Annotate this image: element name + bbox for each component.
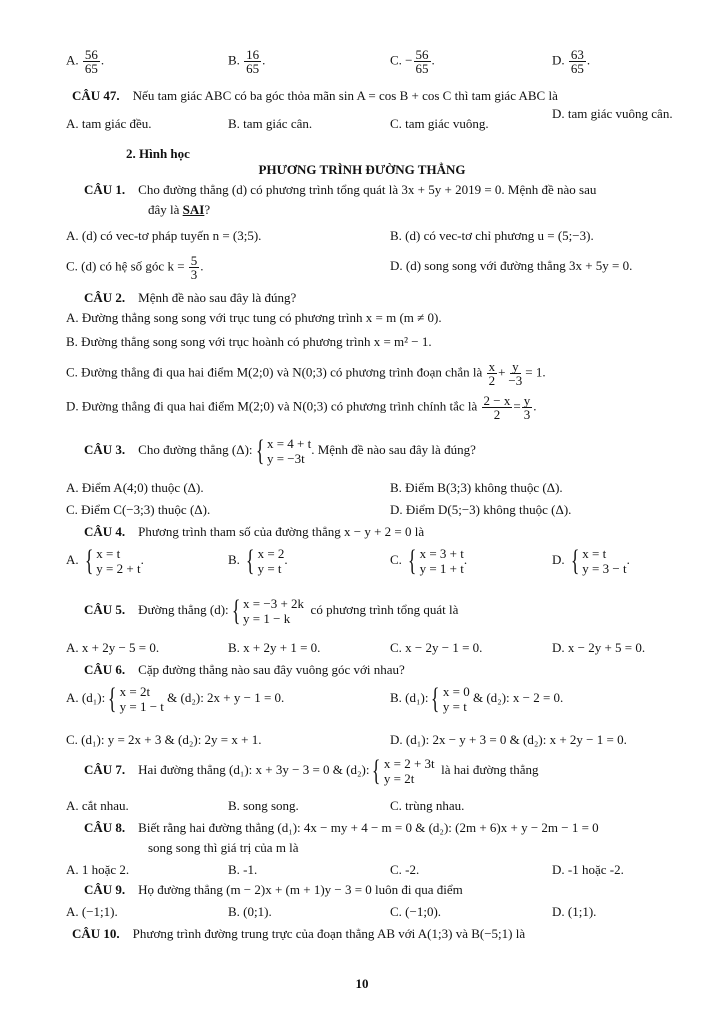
q1-option-d: D. (d) song song với đường thẳng 3x + 5y = 0.: [390, 258, 633, 273]
q7-option-c: C. trùng nhau.: [390, 798, 465, 813]
prev-option-c: C. − $\frac{56}{65}$ .: [390, 47, 435, 76]
question-9: CÂU 9. Họ đường thẳng (m − 2)x + (m + 1)y − 3 = 0 luôn đi qua điểm: [84, 882, 463, 897]
q3-option-c: C. Điểm C(−3;3) thuộc (Δ).: [66, 502, 211, 517]
prev-option-b: B. $\frac{16}{65}$ .: [228, 47, 266, 76]
q47-option-b: B. tam giác cân.: [228, 116, 313, 131]
q8-option-b: B. -1.: [228, 862, 258, 877]
question-1: CÂU 1. Cho đường thẳng (d) có phương trình tổng quát là 3x + 5y + 2019 = 0. Mệnh đề nào sau: [84, 182, 597, 197]
q47-option-d: D. tam giác vuông cân.: [552, 106, 673, 121]
q3-option-d: D. Điểm D(5;−3) không thuộc (Δ).: [390, 502, 572, 517]
section-title: PHƯƠNG TRÌNH ĐƯỜNG THẲNG: [258, 162, 466, 177]
q1-option-c: C. (d) có hệ số góc k = $\frac{5}{3}$ .: [66, 253, 204, 282]
q6-option-c: C. (d₁): y = 2x + 3 & (d₂): 2y = x + 1.: [66, 732, 262, 747]
q6-option-a: A. (d₁): { x = 2t y = 1 − t & (d₂): 2x + y − 1 = 0.: [66, 682, 285, 715]
question-4: CÂU 4. Phương trình tham số của đường thẳng x − y + 2 = 0 là: [84, 524, 425, 539]
question-47: CÂU 47. Nếu tam giác ABC có ba góc thỏa mãn sin A = cos B + cos C thì tam giác ABC là: [72, 88, 558, 103]
q9-option-a: A. (−1;1).: [66, 904, 118, 919]
q2-option-b: B. Đường thẳng song song với trục hoành có phương trình x = m² − 1.: [66, 334, 432, 349]
question-2: CÂU 2. Mệnh đề nào sau đây là đúng?: [84, 290, 297, 305]
q4-option-a: A. { x = t y = 2 + t .: [66, 544, 144, 577]
q4-option-b: B. { x = 2 y = t .: [228, 544, 288, 577]
q5-option-d: D. x − 2y + 5 = 0.: [552, 640, 646, 655]
q6-option-d: D. (d₁): 2x − y + 3 = 0 & (d₂): x + 2y − 1 = 0.: [390, 732, 627, 747]
question-10: CÂU 10. Phương trình đường trung trực của đoạn thẳng AB với A(1;3) và B(−5;1) là: [72, 926, 526, 941]
q47-option-a: A. tam giác đều.: [66, 116, 152, 131]
q9-option-b: B. (0;1).: [228, 904, 272, 919]
q3-option-a: A. Điểm A(4;0) thuộc (Δ).: [66, 480, 204, 495]
q1-option-b: B. (d) có vec-tơ chỉ phương u = (5;−3).: [390, 228, 594, 243]
q8-option-a: A. 1 hoặc 2.: [66, 862, 130, 877]
question-1-cont: đây là SAI?: [148, 202, 211, 217]
q2-option-c: C. Đường thẳng đi qua hai điểm M(2;0) và N(0;3) có phương trình đoạn chắn là $\frac{x}{2}$ + $\frac{y}{-3}$ = 1.: [66, 359, 546, 388]
q8-option-c: C. -2.: [390, 862, 420, 877]
q47-option-c: C. tam giác vuông.: [390, 116, 489, 131]
question-5: CÂU 5. Đường thẳng (d): { x = −3 + 2k y = 1 − k có phương trình tổng quát là: [84, 594, 459, 627]
prev-option-d: D. $\frac{63}{65}$ .: [552, 47, 591, 76]
q5-option-b: B. x + 2y + 1 = 0.: [228, 640, 321, 655]
question-8: CÂU 8. Biết rằng hai đường thẳng (d₁): 4x − my + 4 − m = 0 & (d₂): (2m + 6)x + y − 2m − 1 = 0: [84, 820, 599, 835]
q7-option-b: B. song song.: [228, 798, 299, 813]
section-heading: 2. Hình học: [126, 146, 190, 161]
q6-option-b: B. (d₁): { x = 0 y = t & (d₂): x − 2 = 0.: [390, 682, 564, 715]
q4-option-c: C. { x = 3 + t y = 1 + t .: [390, 544, 468, 577]
q7-option-a: A. cắt nhau.: [66, 798, 129, 813]
q9-option-d: D. (1;1).: [552, 904, 597, 919]
q2-option-d: D. Đường thẳng đi qua hai điểm M(2;0) và N(0;3) có phương trình chính tắc là $\frac{2 - x}{2}$ = $\frac{y}{3}$ .: [66, 393, 537, 422]
q8-option-d: D. -1 hoặc -2.: [552, 862, 624, 877]
q5-option-c: C. x − 2y − 1 = 0.: [390, 640, 483, 655]
prev-option-a: A. $\frac{56}{65}$ .: [66, 47, 105, 76]
question-3: CÂU 3. Cho đường thẳng (Δ): { x = 4 + t y = −3t . Mệnh đề nào sau đây là đúng?: [84, 434, 476, 467]
question-7: CÂU 7. Hai đường thẳng (d₁): x + 3y − 3 = 0 & (d₂): { x = 2 + 3t y = 2t là hai đường thẳng: [84, 754, 539, 787]
q9-option-c: C. (−1;0).: [390, 904, 442, 919]
page-number: 10: [355, 976, 369, 991]
q5-option-a: A. x + 2y − 5 = 0.: [66, 640, 160, 655]
question-8-cont: song song thì giá trị của m là: [148, 840, 299, 855]
q3-option-b: B. Điểm B(3;3) không thuộc (Δ).: [390, 480, 563, 495]
q2-option-a: A. Đường thẳng song song với trục tung có phương trình x = m (m ≠ 0).: [66, 310, 442, 325]
q1-option-a: A. (d) có vec-tơ pháp tuyến n = (3;5).: [66, 228, 262, 243]
q4-option-d: D. { x = t y = 3 − t .: [552, 544, 630, 577]
question-6: CÂU 6. Cặp đường thẳng nào sau đây vuông góc với nhau?: [84, 662, 405, 677]
